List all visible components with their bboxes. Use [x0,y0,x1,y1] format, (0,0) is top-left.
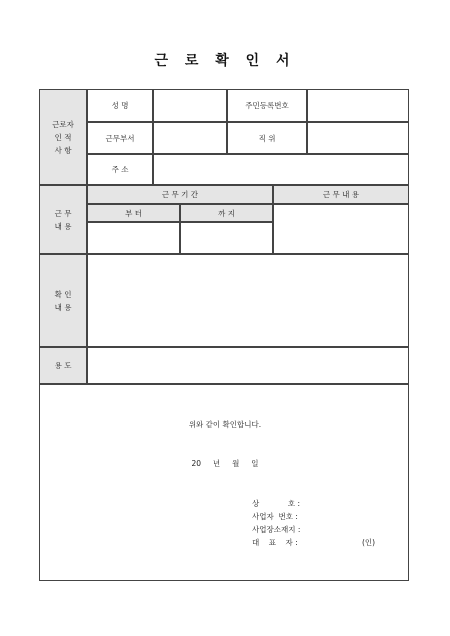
document-title: 근 로 확 인 서 [154,53,296,69]
section-worker-label: 근로자 인 적 사 항 [39,89,87,185]
representative-label: 대 표 자 : [252,538,298,547]
duties-field[interactable] [273,204,409,254]
bizaddr-label: 사업장소재지 : [252,525,301,534]
confirmation-area [39,384,409,581]
company-label: 상 호 : [252,499,301,508]
from-field[interactable] [87,222,180,254]
dept-label: 근무부서 [87,122,153,154]
rrn-label: 주민등록번호 [227,89,307,122]
duties-header: 근 무 내 용 [273,185,409,204]
bizno-label: 사업자 번호 : [252,512,298,521]
name-label: 성 명 [87,89,153,122]
to-label: 까 지 [180,204,273,222]
position-field[interactable] [307,122,409,154]
section-purpose-label: 용 도 [39,347,87,384]
to-field[interactable] [180,222,273,254]
dept-field[interactable] [153,122,227,154]
seal-label: (인) [362,538,376,547]
name-field[interactable] [153,89,227,122]
period-header: 근 무 기 간 [87,185,273,204]
section-confirm-label: 확 인 내 용 [39,254,87,347]
date-line: 20 년 월 일 [191,459,259,468]
purpose-field[interactable] [87,347,409,384]
address-field[interactable] [153,154,409,185]
from-label: 부 터 [87,204,180,222]
confirm-field[interactable] [87,254,409,347]
section-work-label: 근 무 내 용 [39,185,87,254]
position-label: 직 위 [227,122,307,154]
address-label: 주 소 [87,154,153,185]
confirm-statement: 위와 같이 확인합니다. [188,420,262,429]
rrn-field[interactable] [307,89,409,122]
